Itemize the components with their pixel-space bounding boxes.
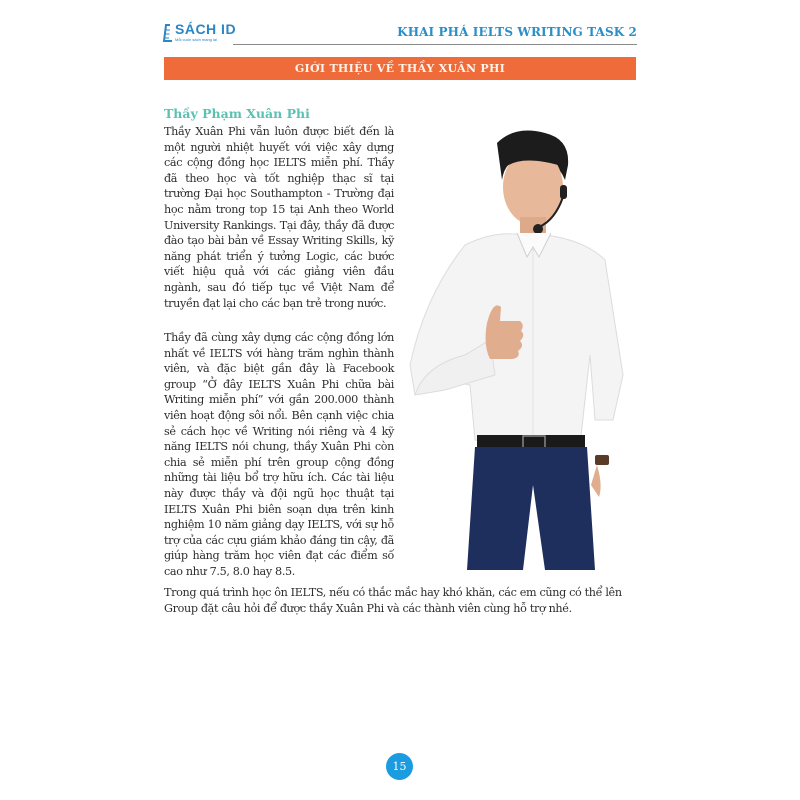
section-banner [164, 57, 636, 80]
banner-title: GIỚI THIỆU VỀ THẦY XUÂN PHI [294, 62, 506, 75]
book-logo-icon [163, 24, 173, 44]
page-number-badge: 15 [386, 753, 413, 780]
page-header [163, 22, 637, 46]
logo-tagline: Mỗi cuốn sách mang lại [175, 37, 218, 42]
paragraph-community: Thầy đã cùng xây dựng các cộng đồng lớn nhất về IELTS với hàng trăm nghìn thành viên, và đặc biệt gần đây là Facebook group “Ở đây IELTS Xuân Phi chữa bài Writing miễn phí” với gần 200.000 thành viên hoạt động sôi nổi. Bên cạnh việc chia sẻ cách học về Writing nói riêng và 4 kỹ năng IELTS nói chung, thầy Xuân Phi còn chia sẻ miễn phí trên group cộng đồng những tài liệu bổ trợ hữu ích. Các tài liệu này được thầy và đội ngũ học thuật tại IELTS Xuân Phi biên soạn dựa trên kinh nghiệm 10 năm giảng dạy IELTS, với sự hỗ trợ của các cựu giám khảo đáng tin cậy, đã giúp hàng trăm học viên đạt các điểm số cao như 7.5, 8.0 hay 8.5. [164, 331, 394, 578]
teacher-name-heading: Thầy Phạm Xuân Phi [164, 106, 310, 121]
paragraph-closing: Trong quá trình học ôn IELTS, nếu có thắc mắc hay khó khăn, các em cũng có thể lên Group đặt câu hỏi để được thầy Xuân Phi và các thành viên cùng hỗ trợ nhé. [164, 586, 622, 615]
sach-id-logo [163, 22, 236, 46]
paragraph-intro: Thầy Xuân Phi vẫn luôn được biết đến là một người nhiệt huyết với việc xây dựng các cộng đồng học IELTS miễn phí. Thầy đã theo học và tốt nghiệp thạc sĩ tại trường Đại học Southampton - Trường đại học nằm trong top 15 tại Anh theo World University Rankings. Tại đây, thầy đã được đào tạo bài bản về Essay Writing Skills, kỹ năng phát triển ý tưởng Logic, các bước viết hiệu quả với các giảng viên đầu ngành, sau đó tiếp tục về Việt Nam để truyền đạt lại cho các bạn trẻ trong nước. [164, 125, 394, 310]
header-divider [233, 44, 637, 45]
book-title: KHAI PHÁ IELTS WRITING TASK 2 [397, 25, 637, 39]
teacher-photo [405, 125, 630, 570]
logo-name: SÁCH ID [175, 21, 237, 37]
